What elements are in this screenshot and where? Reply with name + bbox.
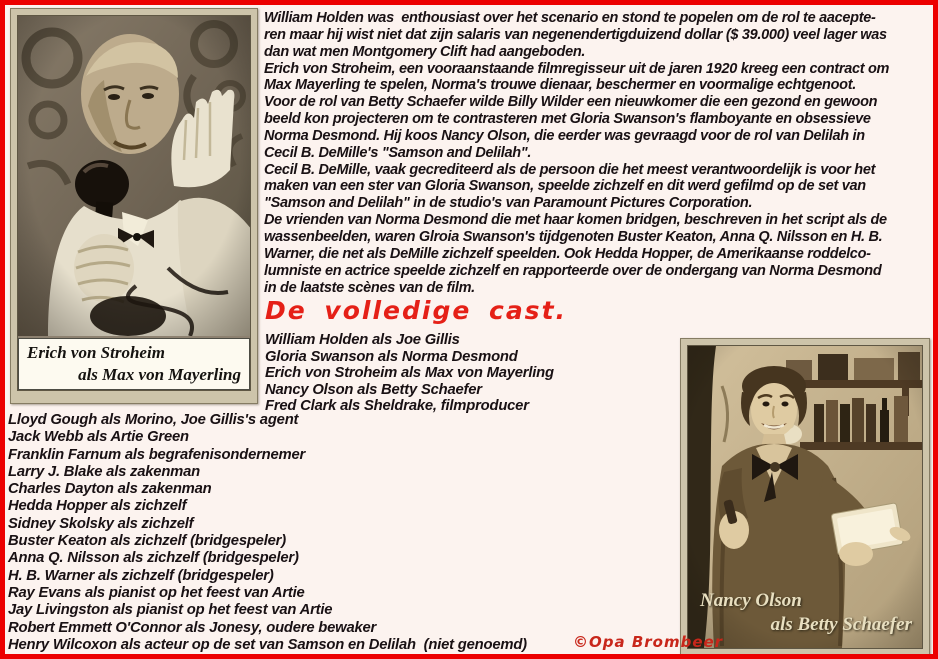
cast-list-secondary: [8, 412, 527, 654]
intro-line: "Samson and Delilah" in de studio's van Paramount Pictures Corporation.: [264, 195, 753, 212]
cast-item: H. B. Warner als zichzelf (bridgespeler): [8, 567, 274, 584]
intro-line: Warner, die net als DeMille zichzelf speelden. Ook Hedda Hopper, de Amerikaanse roddelco-: [264, 245, 871, 262]
cast-item: Charles Dayton als zakenman: [8, 481, 212, 498]
intro-line: maken van een ster van Gloria Swanson, speelde zichzelf en dit werd gefilmd op de set van: [264, 178, 866, 195]
intro-line: Cecil B. DeMille, vaak gecrediteerd als de persoon die het meest verantwoordelijk is voor het: [264, 161, 876, 178]
olson-caption-role: als Betty Schaefer: [770, 614, 912, 635]
intro-line: wassenbeelden, waren Glroia Swanson's tijdgenoten Buster Keaton, Anna Q. Nilsson en H. B.: [264, 228, 883, 245]
intro-line: De vrienden van Norma Desmond die met haar komen bridgen, beschreven in het script als de: [264, 212, 887, 229]
cast-item: Jack Webb als Artie Green: [8, 429, 189, 446]
intro-line: in de laatste scènes van de film.: [264, 279, 475, 296]
intro-line: dan wat men Montgomery Clift had aangeboden.: [264, 43, 586, 60]
cast-item: Ray Evans als pianist op het feest van Artie: [8, 584, 305, 601]
cast-item: Jay Livingston als pianist op het feest van Artie: [8, 602, 333, 619]
cast-item: William Holden als Joe Gillis: [265, 332, 460, 348]
photo-stroheim: [17, 15, 251, 391]
cast-item: Larry J. Blake als zakenman: [8, 463, 201, 480]
intro-line: beeld kon projecteren om te contrasteren met Gloria Swanson's flamboyante en obsessieve: [264, 111, 871, 128]
cast-item: Nancy Olson als Betty Schaefer: [265, 381, 482, 398]
photo-stroheim-frame: [10, 8, 258, 404]
intro-line: Max Mayerling te spelen, Norma's trouwe dienaar, beschermer en voormalige echtgenoot.: [264, 77, 856, 94]
intro-line: lumniste en actrice speelde zichzelf en rapporteerde over de ondergang van Norma Desmond: [264, 262, 882, 279]
photo-olson-frame: [680, 338, 930, 656]
olson-caption-name: Nancy Olson: [700, 590, 802, 611]
intro-line: Erich von Stroheim, een vooraanstaande filmregisseur uit de jaren 1920 kreeg een contract om: [264, 60, 890, 77]
stroheim-caption-name: Erich von Stroheim: [27, 343, 165, 362]
cast-item: Franklin Farnum als begrafenisondernemer: [8, 446, 306, 463]
cast-item: Henry Wilcoxon als acteur op de set van Samson en Delilah (niet genoemd): [8, 636, 527, 653]
cast-list-primary: [265, 332, 554, 415]
cast-item: Hedda Hopper als zichzelf: [8, 498, 187, 515]
cast-item: Lloyd Gough als Morino, Joe Gillis's agent: [8, 412, 299, 428]
cast-item: Anna Q. Nilsson als zichzelf (bridgespeler): [8, 550, 299, 567]
stroheim-caption: [18, 338, 250, 390]
cast-item: Robert Emmett O'Connor als Jonesy, oudere bewaker: [8, 619, 377, 636]
cast-item: Buster Keaton als zichzelf (bridgespeler): [8, 533, 286, 550]
cast-item: Fred Clark als Sheldrake, filmproducer: [265, 398, 529, 415]
stroheim-caption-role: als Max von Mayerling: [78, 365, 241, 384]
intro-line: William Holden was enthousiast over het scenario en stond te popelen om de rol te aacepte-: [264, 10, 876, 26]
credit-line: ©Opa Brombeer: [573, 633, 724, 651]
intro-line: Norma Desmond. Hij koos Nancy Olson, die eerder was gevraagd voor de rol van Delilah in: [264, 127, 865, 144]
cast-item: Sidney Skolsky als zichzelf: [8, 515, 194, 532]
cast-item: Gloria Swanson als Norma Desmond: [265, 348, 518, 365]
intro-text: [264, 10, 932, 296]
cast-heading: De volledige cast.: [265, 296, 568, 325]
stroheim-photo-illustration: [18, 16, 251, 336]
intro-line: ren maar hij wist niet dat zijn salaris van negenendertigduizend dollar ($ 39.000) veel lager was: [264, 26, 887, 43]
cast-item: Erich von Stroheim als Max von Mayerling: [265, 365, 554, 382]
intro-line: Cecil B. DeMille's "Samson and Delilah".: [264, 144, 532, 161]
intro-line: Voor de rol van Betty Schaefer wilde Billy Wilder een nieuwkomer die een gezond en gewoon: [264, 94, 878, 111]
photo-olson: [687, 345, 923, 649]
